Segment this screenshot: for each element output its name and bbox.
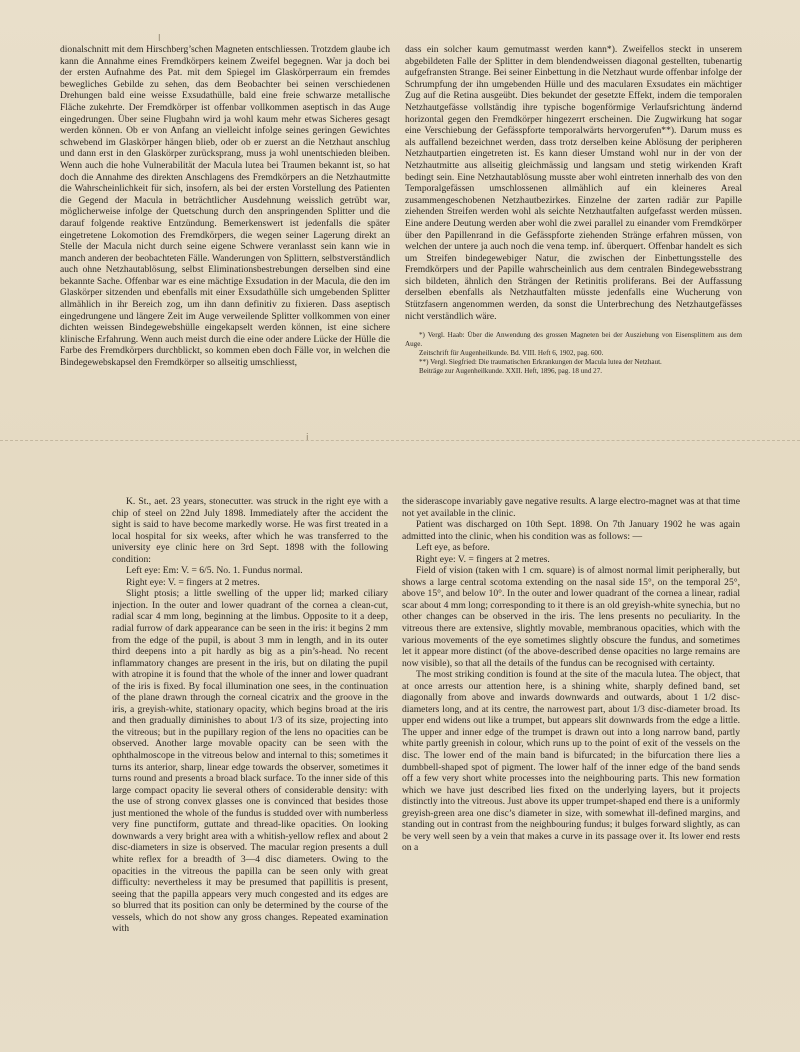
paragraph: Right eye: V. = fingers at 2 metres. (126, 576, 260, 588)
german-text-left-column (60, 44, 390, 369)
paragraph: Left eye, as before. (416, 542, 490, 554)
paragraph: Patient was discharged on 10th Sept. 1898. On 7th January 1902 he was again admitted into the clinic, when his condition was as follows: — (402, 519, 740, 542)
paragraph: The most striking condition is found at the site of the macula lutea. The object, that at once arrests our attention here, is a shining white, sharply defined band, set diagonally from above and inwards downwards and outwards, about 1 1/2 disc-diameters long, and at its centre, the narrowest part, about 1/3 disc-diameter broad. Its upper end widens out like a trumpet, but appears slit downwards from the edge a little. The upper and inner edge of the trumpet is drawn out into a long narrow band, partly white partly greenish in colour, which runs up to the point of exit of the vessels on the disc. The lower end of the main band is bifurcated; in the bifurcation there lies a dumbbell-shaped spot of pigment. The lower half of the inner edge of the band sends off a few very short white processes into the neighbouring parts. This new formation which we have just described lies fixed on the underlying layers, but it projects distinctly into the vitreous. Just above its upper trumpet-shaped end there is a uniformly greyish-green area one disc’s diameter in size, with somewhat ill-defined margins, and standing out in contrast from the neighbouring fundus; it bulges forward slightly, as can be very well seen by a vein that makes a curve in its passage over it. Its lower end rests on a (402, 669, 740, 854)
page-divider (0, 440, 800, 441)
page-mark-top: l (158, 34, 161, 44)
footnote-2-source: Beiträge zur Augenheilkunde. XXII. Heft, 1896, pag. 18 und 27. (419, 367, 603, 376)
paragraph: Left eye: Em: V. = 6/5. No. 1. Fundus normal. (126, 565, 303, 577)
page-mark-middle: i (306, 433, 309, 443)
paragraph: dass ein solcher kaum gemutmasst werden kann*). Zweifellos steckt in unserem abgebildeten Falle der Splitter in dem blendendweissen diagonal gestellten, tubenartig aufgefransten Strange. Bei seiner Einbettung in die Netzhaut wurde offenbar infolge der Schrumpfung der ihn umgebenden Hülle und des macularen Exsudates ein mächtiger Zug auf die Retina ausgeübt. Dies bekundet der gesetzte Effekt, indem die temporalen Netzhautgefässe vollständig ihre typische bogenförmige Verlaufsrichtung ändernd horizontal gegen den Fremdkörper hingezerrt erscheinen. Die Zugwirkung hat sogar eine Verschiebung der Gefässpforte temporalwärts hervorgerufen**). Darum muss es als auffallend bezeichnet werden, dass trotz derselben keine Ablösung der peripheren Netzhautpartien eingetreten ist. Es kann dieser Umstand wohl nur in der von der Netzhautmitte aus allseitig gleichmässig und langsam und stetig wirkenden Kraft bedingt sein. Eine Netzhautablösung musste aber wohl eintreten innerhalb des von den Temporalgefässen umschlossenen allmählich auf ein kleineres Areal zusammengeschobenen Netzhautbezirkes. Einzelne der zarten radiär zur Papille ziehenden Streifen werden wohl als seichte Netzhautfalten aufgefasst werden müssen. Eine andere Deutung werden aber wohl die zwei parallel zu einander vom Fremdkörper über den Papillenrand in die Gefässpforte ziehenden Stränge erfahren müssen, von welchen der untere ja auch noch die vena temp. inf. überquert. Offenbar handelt es sich um Streifen bindegewebiger Natur, die zwischen der Einbettungsstelle des Fremdkörpers und der Papille wahrscheinlich aus dem centralen Bindegewebsstrang sich bildeten, ähnlich den Strängen der Retinitis proliferans. Bei der Auffassung derselben ebenfalls als Netzhautfalten müsste jedenfalls eine Wucherung von Stützfasern angenommen werden, da sonst die Unterbrechung des Netzhautgefässes nicht verständlich wäre. (405, 44, 742, 322)
paragraph: dionalschnitt mit dem Hirschberg’schen Magneten entschliessen. Trotzdem glaube ich kann die Annahme eines Fremdkörpers keinem Zweifel begegnen. War ja doch bei der ersten Aufnahme des Pat. mit dem Spiegel im Glaskörperraum ein fremdes bewegliches Gebilde zu sehen, das dem Beobachter bei seinen verschiedenen Drehungen bald eine weisse Exsudathülle, bald eine freie schwarze metallische Fläche zukehrte. Der Fremdkörper ist offenbar vollkommen aseptisch in das Auge eingedrungen. Über seine Flugbahn wird ja wohl kaum mehr etwas Sicheres gesagt werden können. Ob er von Anfang an vielleicht infolge seines geringen Gewichtes schwebend im Glaskörper hängen blieb, oder ob er zuerst an die Netzhaut anschlug und dann erst in den Glaskörper zurücksprang, muss ja wohl unentschieden bleiben. Wenn auch die hohe Vulnerabilität der Macula lutea bei Traumen bekannt ist, so hat doch die Annahme des direkten Anschlagens des Fremdkörpers an die Netzhautmitte die Wahrscheinlichkeit für sich, insofern, als bei der ersten Vorstellung des Patienten die Gegend der Macula in beträchtlicher Ausdehnung weisslich getrübt war, möglicherweise infolge der Quetschung durch den anspringenden Splitter und die darauf folgende reaktive Entzündung. Bemerkenswert ist jedenfalls die später eingetretene Lokomotion des Fremdkörpers, die wegen seiner Lagerung direkt an Stelle der Macula nicht durch seine eigene Schwere veranlasst sein kann wie in manch anderen der beobachteten Fälle. Wanderungen von Splittern, selbstverständlich auch ohne Netzhautablösung, selbst Eliminationsbestrebungen derselben sind eine bekannte Sache. Offenbar war es eine mächtige Exsudation in der Macula, die den im Glaskörper sitzenden und ebenfalls mit einer Exsudathülle sich umgebenden Splitter allmählich in ihr Bereich zog, um ihn dann definitiv zu fixieren. Dass aseptisch eingedrungene und längere Zeit im Auge verweilende Splitter vollkommen von einer dichten weissen Bindegewebshülle eingekapselt werden können, ist eine sichere klinische Erfahrung. Wenn auch meist durch die eine oder andere Lücke der Hülle die Farbe des Fremdkörpers durchblickt, so kommen eben doch Fälle vor, in welchen die Bindegewebskapsel den Fremdkörper so allseitig umschliesst, (60, 44, 390, 369)
paragraph: Right eye: V. = fingers at 2 metres. (416, 553, 550, 565)
footnote-2: **) Vergl. Siegfried: Die traumatischen Erkrankungen der Macula lutea der Netzhaut. (419, 358, 662, 367)
paragraph: Slight ptosis; a little swelling of the upper lid; marked ciliary injection. In the outer and lower quadrant of the cornea a clean-cut, radial scar 4 mm long, beginning at the limbus. Opposite to it a deep, radial furrow of dark appearance can be seen in the iris: it begins 2 mm from the edge of the pupil, is about 3 mm in length, and in its outer third deepens into a pit hardly as big as a pin’s-head. No recent inflammatory changes are present in the iris, but on dilating the pupil with atropine it is found that the whole of the inner and lower quadrant of the iris is fixed. By focal illumination one sees, in the continuation of the plane drawn through the corneal cicatrix and the groove in the iris, a greyish-white, stationary opacity, which begins broad at the iris and then gradually diminishes to about 1/3 of its size, projecting into the vitreous; but in the pupillary region of the lens no opacities can be observed. Another large movable opacity can be seen with the ophthalmoscope in the vitreous below and internal to this; sometimes it turns its anterior, sharp, linear edge towards the observer, sometimes it turns round and presents a broad black surface. To the inner side of this large compact opacity lie several others of considerable density: with the use of strong convex glasses one is convinced that besides those just mentioned the whole of the fundus is studded over with numberless very fine punctiform, guttate and thread-like opacities. On looking downwards a very bright area with a whitish-yellow reflex and about 2 disc-diameters in size is observed. The macular region presents a dull white reflex for a breadth of 3—4 disc diameters. Owing to the opacities in the vitreous the papilla can be seen only with great difficulty: nevertheless it may be presumed that papillitis is present, seeing that the papilla appears very much congested and its edges are so blurred that its position can only be determined by the course of the vessels, which do not show any gross changes. Repeated examination with (112, 588, 388, 935)
english-text-left-column (112, 496, 388, 935)
german-text-right-column (405, 44, 742, 376)
paragraph: K. St., aet. 23 years, stonecutter. was struck in the right eye with a chip of steel on 22nd July 1898. Immediately after the accident the sight is said to have become markedly worse. He was first treated in a local hospital for six weeks, after which he was transferred to the university eye clinic here on 3rd Sept. 1898 with the following condition: (112, 496, 388, 565)
paragraph: Field of vision (taken with 1 cm. square) is of almost normal limit peripherally, but shows a large central scotoma extending on the nasal side 15°, on the temporal 25°, above 15°, and below 10°. In the outer and lower quadrant of the cornea a linear, radial scar about 4 mm long; corresponding to it there is an old greyish-white synechia, but no other changes can be observed in the iris. The lens presents no peculiarity. In the vitreous there are extensive, slightly movable, membranous opacities, which with the various movements of the eye sometimes slightly obscure the fundus, and sometimes let it appear more distinct (of the above-described dense opacities no large remains are now visible), so that all the details of the fundus can be recognised with certainty. (402, 565, 740, 669)
paragraph: the siderascope invariably gave negative results. A large electro-magnet was at that time not yet available in the clinic. (402, 496, 740, 519)
footnotes (405, 331, 742, 376)
footnote-1: *) Vergl. Haab: Über die Anwendung des grossen Magneten bei der Ausziehung von Eisensplittern aus dem Auge. (405, 331, 742, 349)
english-text-right-column (402, 496, 740, 854)
footnote-1-source: Zeitschrift für Augenheilkunde. Bd. VIII. Heft 6, 1902, pag. 600. (419, 349, 604, 358)
